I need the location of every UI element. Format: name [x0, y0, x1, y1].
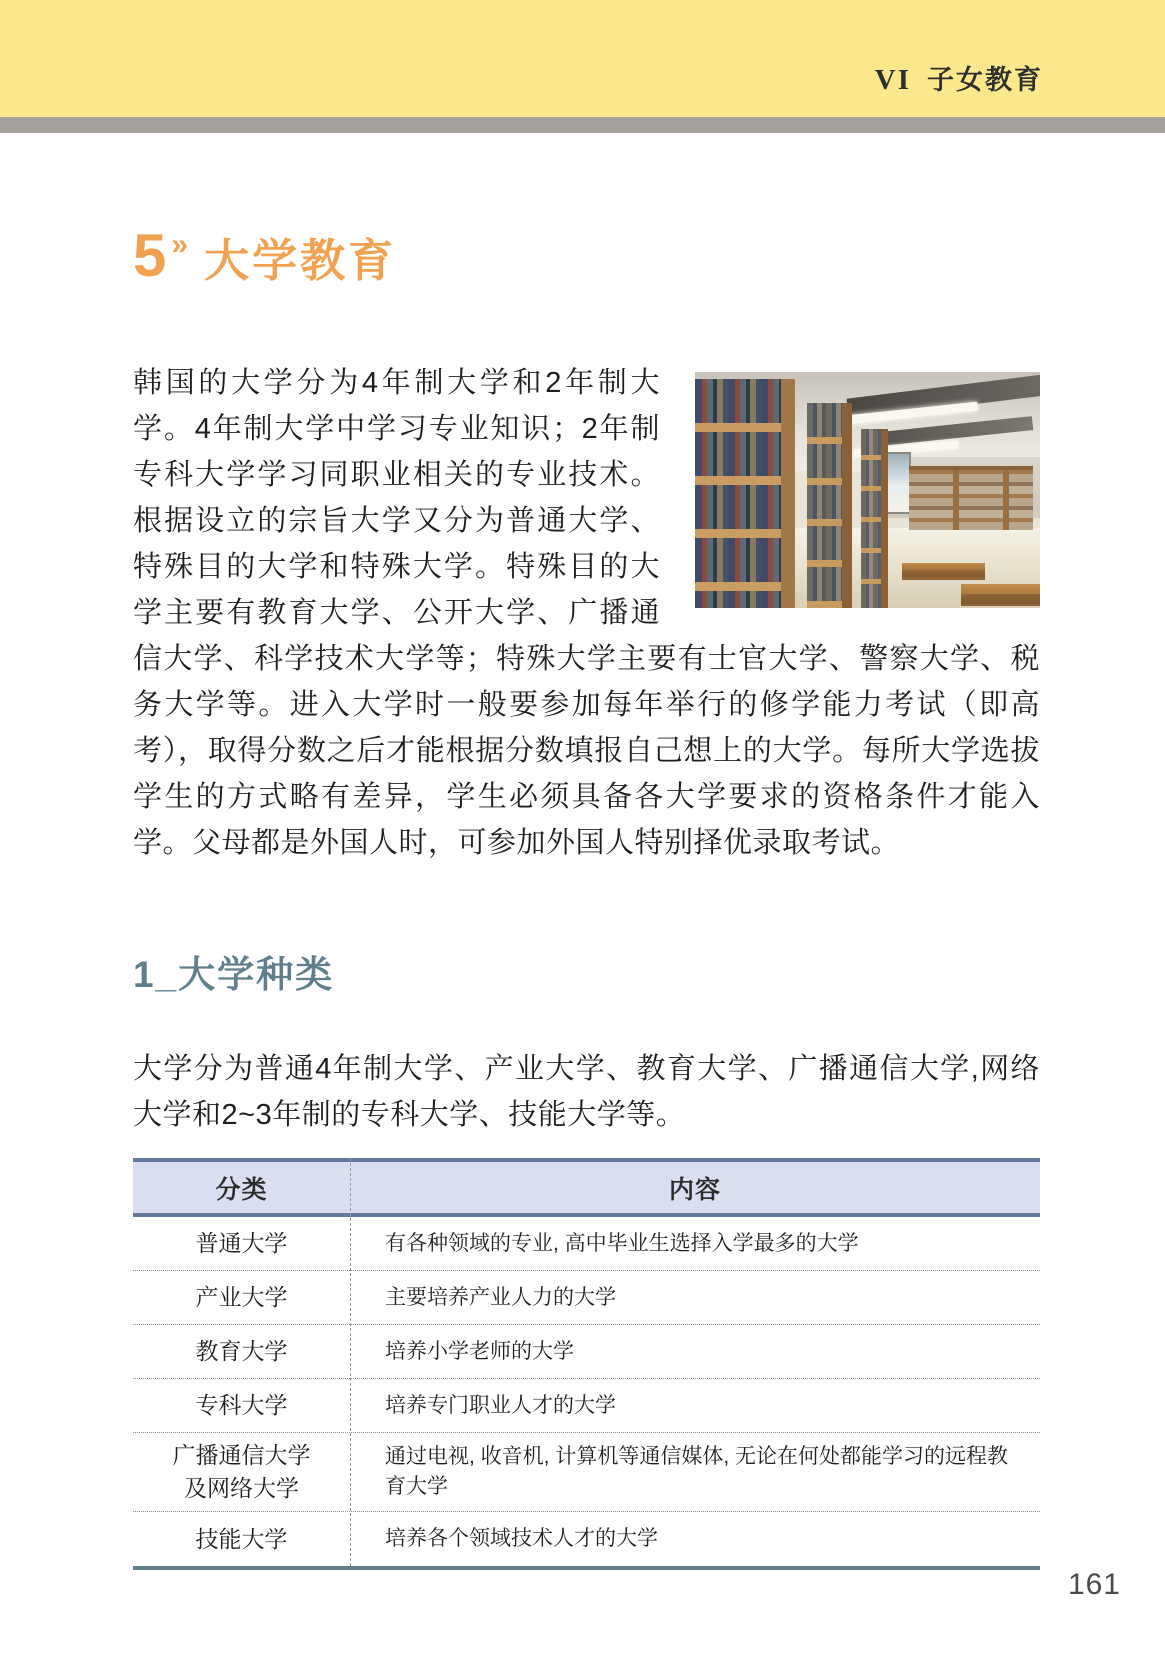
table-row	[133, 1433, 1040, 1512]
photo-corridor-window	[886, 452, 910, 513]
row-content: 主要培养产业人力的大学	[385, 1285, 616, 1309]
content-column	[0, 221, 1165, 1570]
photo-bookshelf	[861, 429, 889, 608]
photo-bookshelves-right	[909, 466, 1033, 530]
photo-bookshelf	[807, 403, 852, 608]
intro-paragraph-block	[133, 360, 1040, 866]
page-number: 161	[1067, 1568, 1121, 1601]
divider-bar	[0, 117, 1165, 133]
chapter-number: VI	[874, 64, 911, 96]
row-category-text: 教育大学	[195, 1338, 288, 1364]
row-category	[133, 1389, 350, 1422]
chapter-header	[875, 58, 1043, 97]
photo-bookshelf	[695, 379, 795, 608]
table-column-divider	[350, 1158, 351, 1566]
table-row	[133, 1325, 1040, 1379]
row-category-text: 普通大学	[195, 1230, 288, 1256]
row-category	[133, 1523, 350, 1556]
university-types-table	[133, 1158, 1040, 1570]
table-row	[133, 1379, 1040, 1433]
row-category-text: 产业大学	[195, 1284, 288, 1310]
table-header-content: 内容	[668, 1175, 721, 1204]
row-content: 培养各个领域技术人才的大学	[385, 1527, 658, 1550]
section-heading: 1_大学种类	[133, 954, 335, 995]
table-row	[133, 1271, 1040, 1325]
row-content: 有各种领域的专业, 高中毕业生选择入学最多的大学	[385, 1231, 859, 1255]
row-content: 培养小学老师的大学	[385, 1339, 574, 1363]
row-category-text: 专科大学	[195, 1392, 288, 1418]
row-category	[133, 1335, 350, 1368]
row-category	[133, 1227, 350, 1260]
title-number: 5	[133, 222, 167, 289]
section-paragraph: 大学分为普通4年制大学、产业大学、教育大学、广播通信大学,网络大学和2~3年制的专科大学、技能大学等。	[133, 1053, 1040, 1131]
title-text: 大学教育	[204, 235, 397, 286]
row-category	[133, 1281, 350, 1314]
title-chevrons-icon: »	[171, 228, 189, 261]
table-header-row	[133, 1158, 1040, 1217]
row-content: 培养专门职业人才的大学	[385, 1393, 616, 1417]
library-photo	[695, 372, 1040, 608]
chapter-title: 子女教育	[927, 65, 1043, 95]
photo-reading-desk	[902, 563, 985, 580]
chapter-band	[0, 0, 1165, 117]
row-category	[133, 1439, 350, 1505]
intro-text: 韩国的大学分为4年制大学和2年制大学。4年制大学中学习专业知识；2年制专科大学学习同职业相关的专业技术。根据设立的宗旨大学又分为普通大学、特殊目的大学和特殊大学。特殊目的大学主要有教育大学、公开大学、广播通信大学、科学技术大学等；特殊大学主要有士官大学、警察大学、税务大学等。进入大学时一般要参加每年举行的修学能力考试（即高考），取得分数之后才能根据分数填报自己想上的大学。每所大学选拔学生的方式略有差异，学生必须具备各大学要求的资格条件才能入学。父母都是外国人时，可参加外国人特别择优录取考试。	[133, 367, 1040, 859]
row-category-text: 广播通信大学及网络大学	[172, 1442, 311, 1501]
photo-reading-desk	[961, 584, 1040, 605]
row-content: 通过电视, 收音机, 计算机等通信媒体, 无论在何处都能学习的远程教育大学	[385, 1445, 1009, 1498]
table-row	[133, 1217, 1040, 1271]
row-category-text: 技能大学	[195, 1525, 288, 1552]
table-header-category: 分类	[215, 1175, 268, 1204]
page-title	[133, 221, 1040, 290]
table-row	[133, 1512, 1040, 1566]
